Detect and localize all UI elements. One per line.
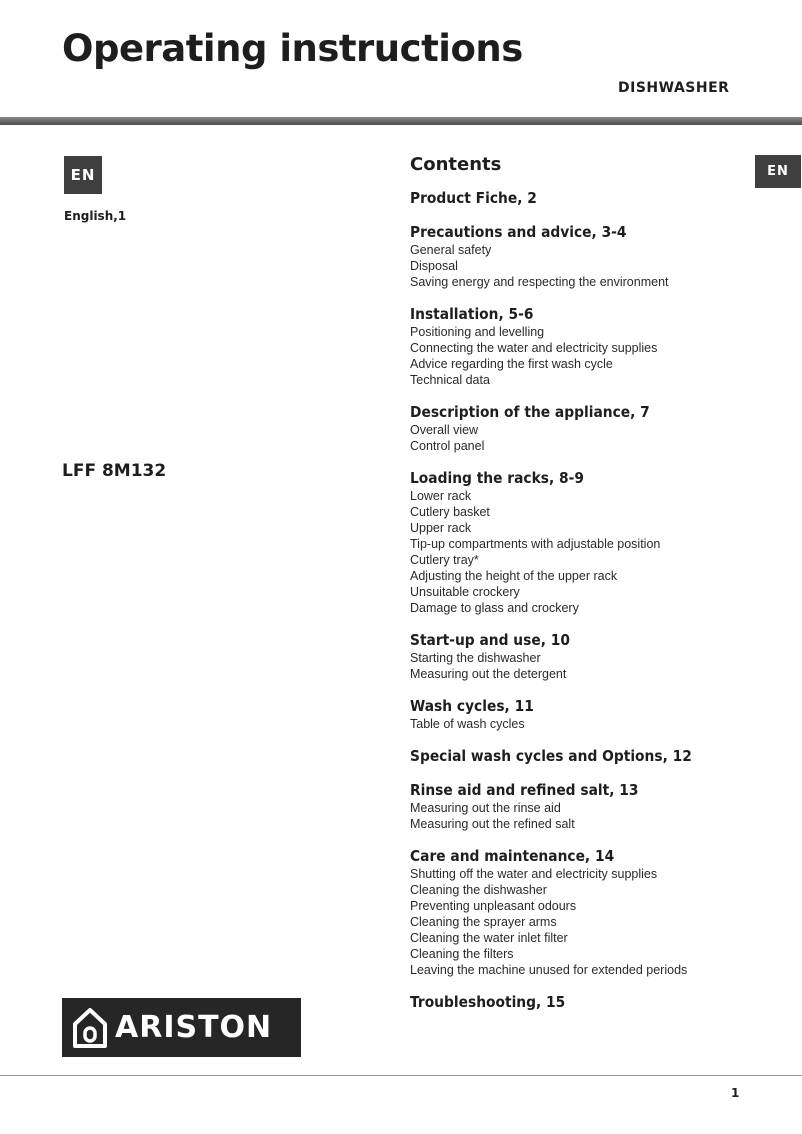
language-badge-right: EN: [755, 155, 801, 188]
page-title: Operating instructions: [62, 27, 523, 70]
brand-logo-text: ARISTON: [115, 1010, 273, 1045]
toc-section-title: Installation, 5-6: [410, 305, 534, 323]
toc-section-item: Overall view: [410, 423, 479, 437]
toc-section-item: Adjusting the height of the upper rack: [410, 569, 618, 583]
toc-section: [410, 469, 750, 616]
toc-section-item: Damage to glass and crockery: [410, 601, 579, 615]
toc-section-item: Cleaning the dishwasher: [410, 883, 547, 897]
contents-heading: Contents: [410, 154, 502, 175]
toc-section-item: Lower rack: [410, 489, 472, 503]
toc-section: [410, 189, 750, 208]
language-index-entry: English,1: [64, 209, 127, 223]
toc-sections: [410, 189, 750, 1012]
page-number: 1: [731, 1086, 740, 1100]
toc-section-title: Rinse aid and refined salt, 13: [410, 781, 639, 799]
toc-section-item: Measuring out the detergent: [410, 667, 567, 681]
toc-section-item: Preventing unpleasant odours: [410, 899, 577, 913]
toc-section: [410, 747, 750, 766]
toc-section-item: Technical data: [410, 373, 490, 387]
toc-section-item: General safety: [410, 243, 492, 257]
toc-section-item: Shutting off the water and electricity supplies: [410, 867, 658, 881]
document-subtitle: DISHWASHER: [618, 80, 730, 96]
toc-section-title: Loading the racks, 8-9: [410, 469, 584, 487]
model-number: LFF 8M132: [62, 461, 167, 481]
toc-section-item: Measuring out the rinse aid: [410, 801, 561, 815]
toc-section-title: Description of the appliance, 7: [410, 403, 650, 421]
brand-logo: [62, 998, 301, 1057]
toc-section-item: Advice regarding the first wash cycle: [410, 357, 613, 371]
toc-section-item: Cleaning the filters: [410, 947, 514, 961]
toc-section-title: Wash cycles, 11: [410, 697, 534, 715]
toc-section-item: Disposal: [410, 259, 458, 273]
toc-section-item: Unsuitable crockery: [410, 585, 520, 599]
toc-section-item: Cutlery tray*: [410, 553, 479, 567]
toc-section-item: Leaving the machine unused for extended periods: [410, 963, 688, 977]
toc-section-title: Special wash cycles and Options, 12: [410, 747, 692, 765]
toc-section-item: Tip-up compartments with adjustable position: [410, 537, 661, 551]
toc-section: [410, 403, 750, 454]
toc-section-item: Starting the dishwasher: [410, 651, 541, 665]
toc-section-title: Care and maintenance, 14: [410, 847, 615, 865]
language-badge-left: EN: [64, 156, 102, 194]
toc-section-item: Cutlery basket: [410, 505, 490, 519]
toc-section-title: Troubleshooting, 15: [410, 993, 566, 1011]
header-divider: [0, 117, 802, 125]
toc-section-title: Precautions and advice, 3-4: [410, 223, 627, 241]
toc-section-item: Positioning and levelling: [410, 325, 545, 339]
toc-section-item: Cleaning the water inlet filter: [410, 931, 568, 945]
toc-section-item: Measuring out the refined salt: [410, 817, 575, 831]
toc-section-item: Table of wash cycles: [410, 717, 525, 731]
toc-section-title: Product Fiche, 2: [410, 189, 537, 207]
toc-section: [410, 631, 750, 682]
toc-section-title: Start-up and use, 10: [410, 631, 570, 649]
toc-section: [410, 781, 750, 832]
toc-section: [410, 305, 750, 388]
footer-divider: [0, 1075, 802, 1076]
toc-section: [410, 993, 750, 1012]
toc-section-item: Cleaning the sprayer arms: [410, 915, 557, 929]
toc-section: [410, 223, 750, 290]
toc-section-item: Saving energy and respecting the environment: [410, 275, 669, 289]
toc-section-item: Control panel: [410, 439, 485, 453]
toc-section-item: Connecting the water and electricity supplies: [410, 341, 658, 355]
toc-section-item: Upper rack: [410, 521, 472, 535]
toc-section: [410, 847, 750, 978]
table-of-contents: [410, 153, 750, 1027]
toc-section: [410, 697, 750, 732]
house-logo-icon: [73, 1008, 107, 1048]
